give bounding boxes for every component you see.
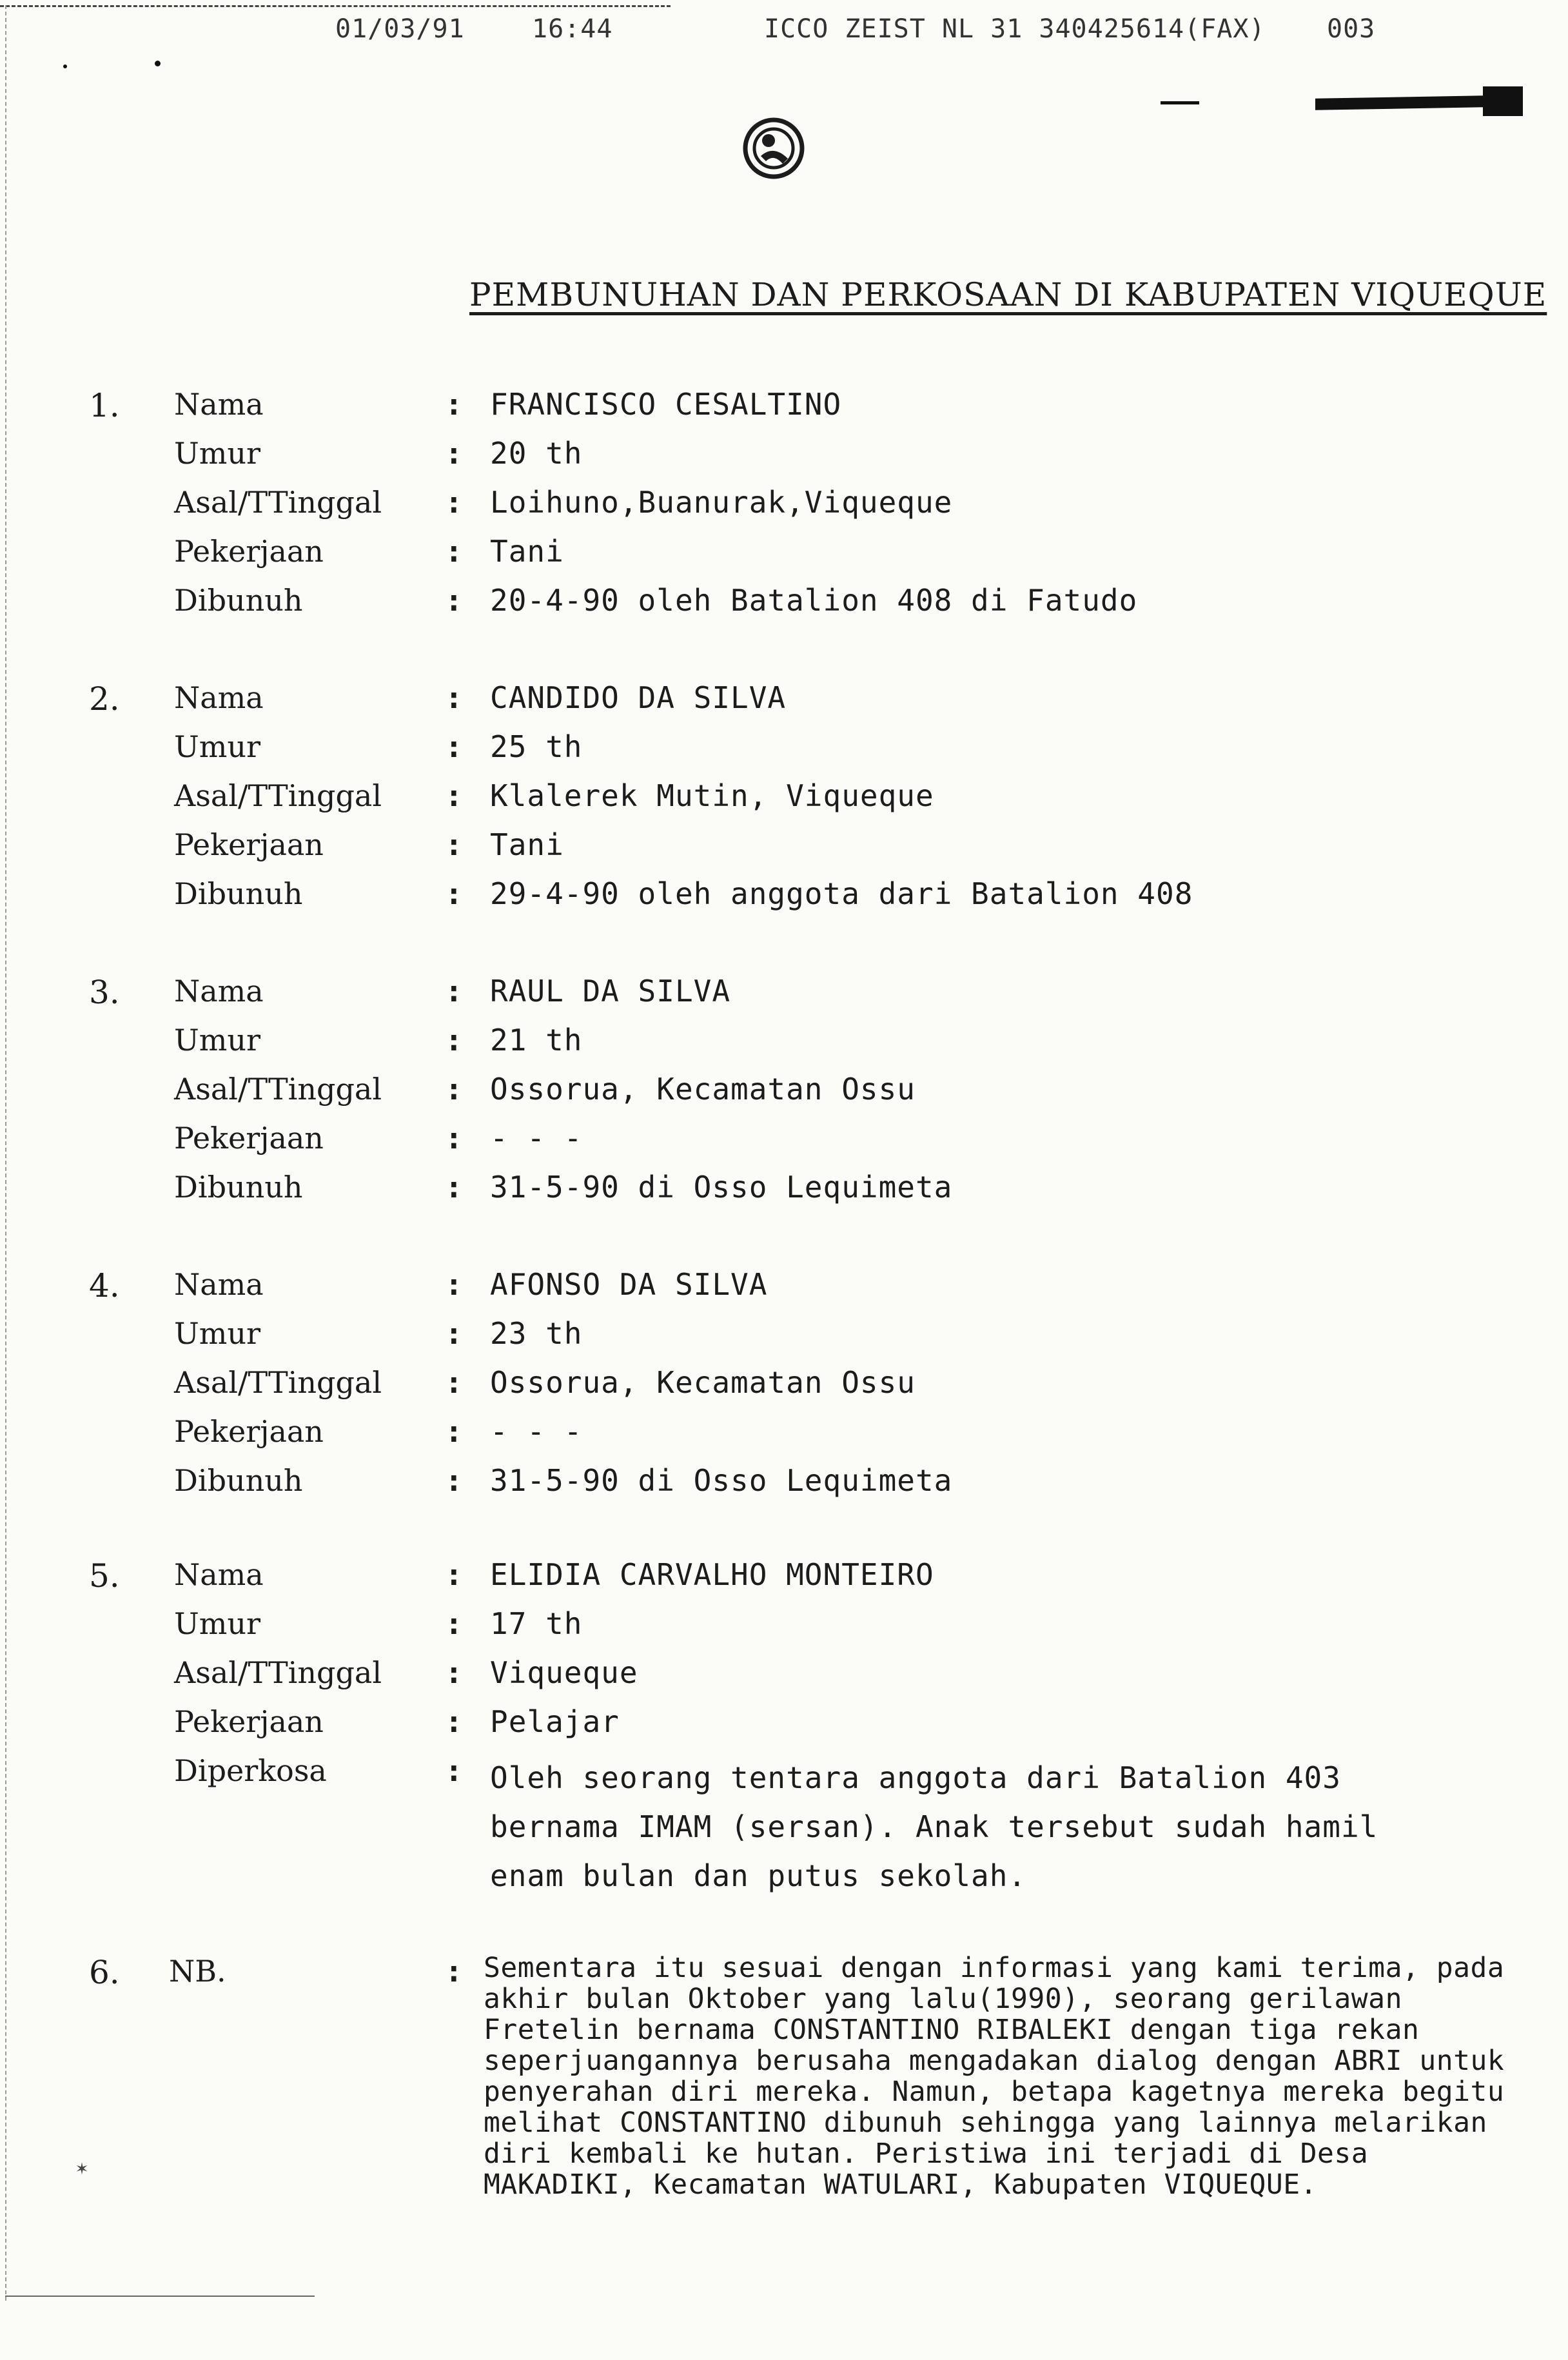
field-value: 20 th: [490, 436, 583, 471]
field-value: 23 th: [490, 1316, 583, 1351]
field-row: [0, 1121, 1568, 1166]
field-label: Dibunuh: [174, 876, 303, 911]
field-label: Asal/TTinggal: [174, 1365, 382, 1400]
field-label: Asal/TTinggal: [174, 1072, 382, 1106]
entry-number: 1.: [89, 387, 120, 424]
field-value: ELIDIA CARVALHO MONTEIRO: [490, 1557, 934, 1592]
field-colon: :: [445, 387, 463, 422]
field-colon: :: [445, 1023, 463, 1057]
field-colon: :: [445, 1072, 463, 1106]
fax-speck: [63, 64, 67, 68]
field-row: [0, 583, 1568, 628]
field-colon: :: [445, 1267, 463, 1302]
field-row: [0, 1606, 1568, 1651]
field-label: Dibunuh: [174, 1170, 303, 1205]
field-row: [0, 1365, 1568, 1410]
field-colon: :: [445, 1463, 463, 1498]
field-label: Umur: [174, 436, 261, 471]
field-value: Ossorua, Kecamatan Ossu: [490, 1072, 916, 1106]
field-row: [0, 485, 1568, 530]
field-label: Pekerjaan: [174, 1121, 324, 1155]
field-value: - - -: [490, 1121, 583, 1155]
field-label: Umur: [174, 729, 261, 764]
field-colon: :: [445, 680, 463, 715]
field-row: [0, 1170, 1568, 1215]
field-value: Klalerek Mutin, Viqueque: [490, 778, 934, 813]
field-label: Pekerjaan: [174, 1704, 324, 1739]
fax-smudge: [1483, 86, 1523, 116]
field-colon: :: [445, 485, 463, 520]
field-row: [0, 387, 1568, 432]
note-text: Sementara itu sesuai dengan informasi yang kami terima, pada akhir bulan Oktober yang lalu(1990), seorang gerilawan Fretelin bernama CONSTANTINO RIBALEKI dengan tiga rekan seperjuangannya berusaha mengadakan dialog dengan ABRI untuk penyerahan diri mereka. Namun, betapa kagetnya mereka begitu melihat CONSTANTINO dibunuh sehingga yang lainnya melarikan diri kembali ke hutan. Peristiwa ini terjadi di Desa MAKADIKI, Kecamatan WATULARI, Kabupaten VIQUEQUE.: [484, 1952, 1505, 2201]
field-colon: :: [445, 1704, 463, 1739]
field-value: 25 th: [490, 729, 583, 764]
field-colon: :: [445, 1121, 463, 1155]
fax-time: 16:44: [532, 14, 613, 44]
field-colon: :: [445, 1753, 463, 1788]
field-label: Nama: [174, 1267, 264, 1302]
field-label: Pekerjaan: [174, 534, 324, 569]
field-colon: :: [445, 1170, 463, 1205]
field-row: [0, 1023, 1568, 1068]
field-value: Loihuno,Buanurak,Viqueque: [490, 485, 953, 520]
field-value: Oleh seorang tentara anggota dari Batalion 403 bernama IMAM (sersan). Anak tersebut sudah hamil enam bulan dan putus sekolah.: [490, 1760, 1378, 1893]
fax-speck: [155, 61, 161, 66]
field-colon: :: [445, 583, 463, 618]
field-colon: :: [445, 1606, 463, 1641]
field-label: Pekerjaan: [174, 827, 324, 862]
field-label: Asal/TTinggal: [174, 1655, 382, 1690]
field-row: [0, 1267, 1568, 1312]
entry-number: 2.: [89, 680, 120, 718]
field-row: [0, 1753, 1568, 1893]
field-value: 29-4-90 oleh anggota dari Batalion 408: [490, 876, 1193, 911]
field-row: [0, 1704, 1568, 1749]
field-row: [0, 1655, 1568, 1700]
field-row: [0, 1557, 1568, 1602]
entry-number: 5.: [89, 1557, 120, 1595]
field-value: 31-5-90 di Osso Lequimeta: [490, 1170, 953, 1205]
field-value: 17 th: [490, 1606, 583, 1641]
fax-speck: [1161, 101, 1199, 104]
entry-number: 3.: [89, 974, 120, 1011]
scan-edge-top: [0, 5, 671, 7]
document-title: PEMBUNUHAN DAN PERKOSAAN DI KABUPATEN VIQUEQUE: [469, 276, 1547, 313]
field-row: [0, 1316, 1568, 1361]
field-value: FRANCISCO CESALTINO: [490, 387, 842, 422]
margin-mark-icon: ✶: [76, 2157, 88, 2179]
field-value: Viqueque: [490, 1655, 638, 1690]
field-label: Dibunuh: [174, 1463, 303, 1498]
field-value: AFONSO DA SILVA: [490, 1267, 768, 1302]
field-colon: :: [445, 436, 463, 471]
field-label: Asal/TTinggal: [174, 778, 382, 813]
field-label: Diperkosa: [174, 1753, 327, 1788]
field-row: [0, 778, 1568, 823]
field-value: Ossorua, Kecamatan Ossu: [490, 1365, 916, 1400]
field-value: Tani: [490, 827, 564, 862]
entry-number: 4.: [89, 1267, 120, 1304]
field-row: [0, 1414, 1568, 1459]
field-colon: :: [445, 1655, 463, 1690]
field-label: Nama: [174, 1557, 264, 1592]
field-colon: :: [445, 1557, 463, 1592]
field-value: RAUL DA SILVA: [490, 974, 731, 1008]
note-number: 6.: [89, 1954, 120, 1991]
field-label: Nama: [174, 974, 264, 1008]
field-row: [0, 729, 1568, 774]
field-label: Asal/TTinggal: [174, 485, 382, 520]
field-colon: :: [445, 534, 463, 569]
field-row: [0, 876, 1568, 921]
field-row: [0, 1072, 1568, 1117]
field-row: [0, 1463, 1568, 1508]
fax-date: 01/03/91: [335, 14, 465, 44]
field-label: Dibunuh: [174, 583, 303, 618]
field-value: 31-5-90 di Osso Lequimeta: [490, 1463, 953, 1498]
field-row: [0, 534, 1568, 579]
fax-page-number: 003: [1327, 14, 1376, 44]
field-colon: :: [445, 729, 463, 764]
note-label: NB.: [169, 1954, 226, 1989]
field-value: CANDIDO DA SILVA: [490, 680, 787, 715]
field-label: Nama: [174, 387, 264, 422]
field-colon: :: [445, 778, 463, 813]
field-row: [0, 436, 1568, 481]
field-colon: :: [445, 1414, 463, 1449]
field-label: Pekerjaan: [174, 1414, 324, 1449]
field-label: Umur: [174, 1606, 261, 1641]
field-label: Umur: [174, 1023, 261, 1057]
field-label: Nama: [174, 680, 264, 715]
field-value: Tani: [490, 534, 564, 569]
field-colon: :: [445, 974, 463, 1008]
field-colon: :: [445, 876, 463, 911]
field-colon: :: [445, 827, 463, 862]
field-value: Pelajar: [490, 1704, 620, 1739]
organization-seal-icon: [741, 116, 806, 181]
fax-sender: ICCO ZEIST NL 31 340425614(FAX): [764, 14, 1266, 44]
field-label: Umur: [174, 1316, 261, 1351]
field-colon: :: [445, 1316, 463, 1351]
field-value: - - -: [490, 1414, 583, 1449]
field-value: 21 th: [490, 1023, 583, 1057]
field-value: 20-4-90 oleh Batalion 408 di Fatudo: [490, 583, 1138, 618]
field-colon: :: [445, 1365, 463, 1400]
field-row: [0, 680, 1568, 725]
scan-edge-bottom: [5, 2296, 315, 2297]
note-colon: :: [445, 1954, 463, 1989]
field-row: [0, 974, 1568, 1019]
field-row: [0, 827, 1568, 872]
